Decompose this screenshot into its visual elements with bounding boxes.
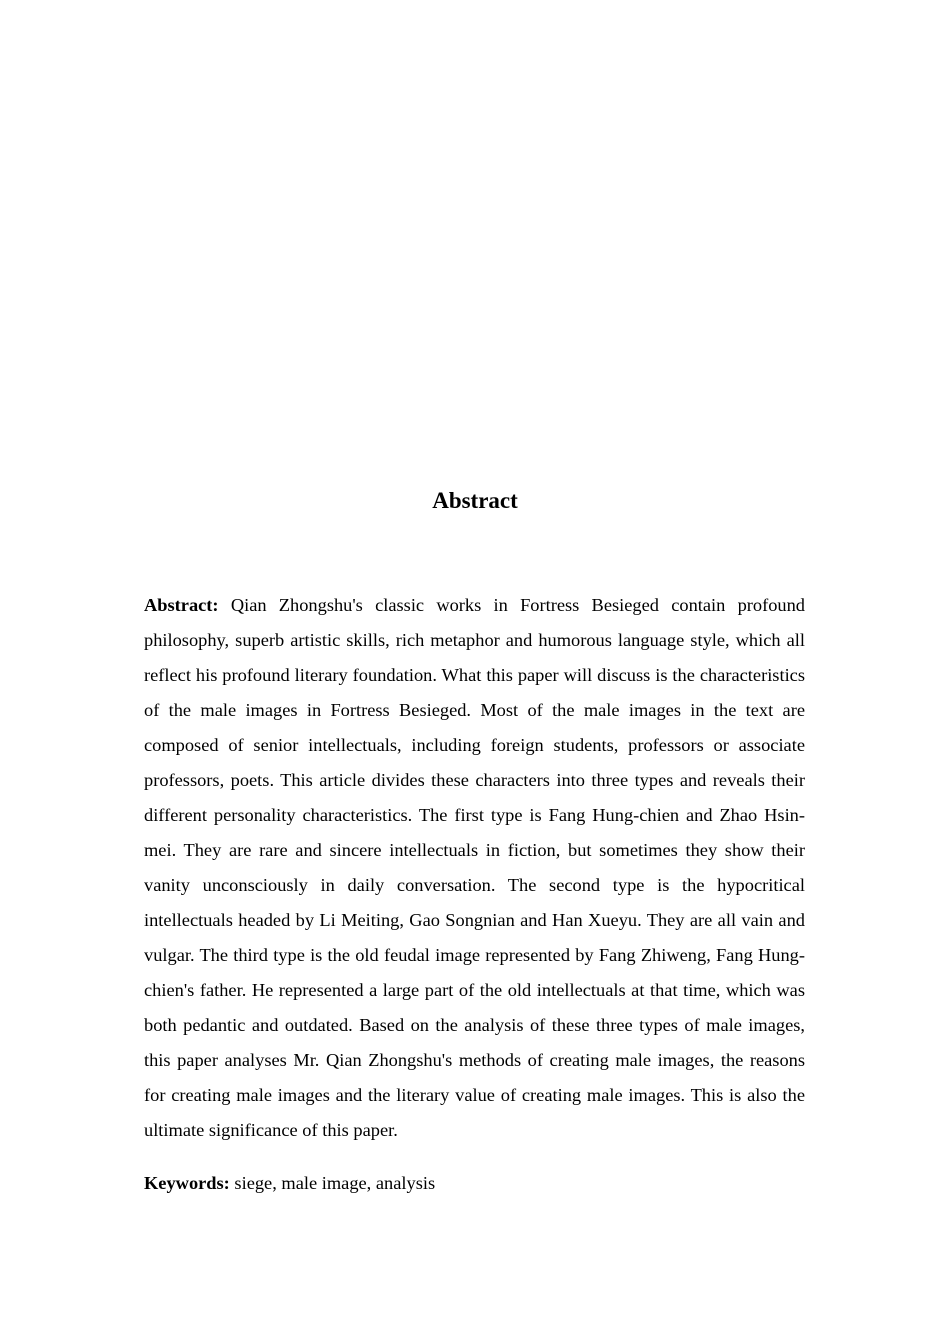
abstract-text: Qian Zhongshu's classic works in Fortress Besieged contain profound philosophy, superb artistic skills, rich metaphor and humorous language style, which all reflect his profound literary foundation. What this paper will discuss is the characteristics of the male images in Fortress Besieged. Most of the male images in the text are composed of senior intellectuals, including foreign students, professors or associate professors, poets. This article divides these characters into three types and reveals their different personality characteristics. The first type is Fang Hung-chien and Zhao Hsin-mei. They are rare and sincere intellectuals in fiction, but sometimes they show their vanity unconsciously in daily conversation. The second type is the hypocritical intellectuals headed by Li Meiting, Gao Songnian and Han Xueyu. They are all vain and vulgar. The third type is the old feudal image represented by Fang Zhiweng, Fang Hung-chien's father. He represented a large part of the old intellectuals at that time, which was both pedantic and outdated. Based on the analysis of these three types of male images, this paper analyses Mr. Qian Zhongshu's methods of creating male images, the reasons for creating male images and the literary value of creating male images. This is also the ultimate significance of this paper. bbox=[144, 595, 805, 1140]
abstract-label: Abstract: bbox=[144, 595, 219, 615]
keywords-line bbox=[144, 1166, 805, 1201]
page-title: Abstract bbox=[432, 488, 518, 513]
abstract-paragraph bbox=[144, 588, 805, 1148]
keywords-text: siege, male image, analysis bbox=[234, 1173, 436, 1193]
keywords-label: Keywords: bbox=[144, 1173, 230, 1193]
